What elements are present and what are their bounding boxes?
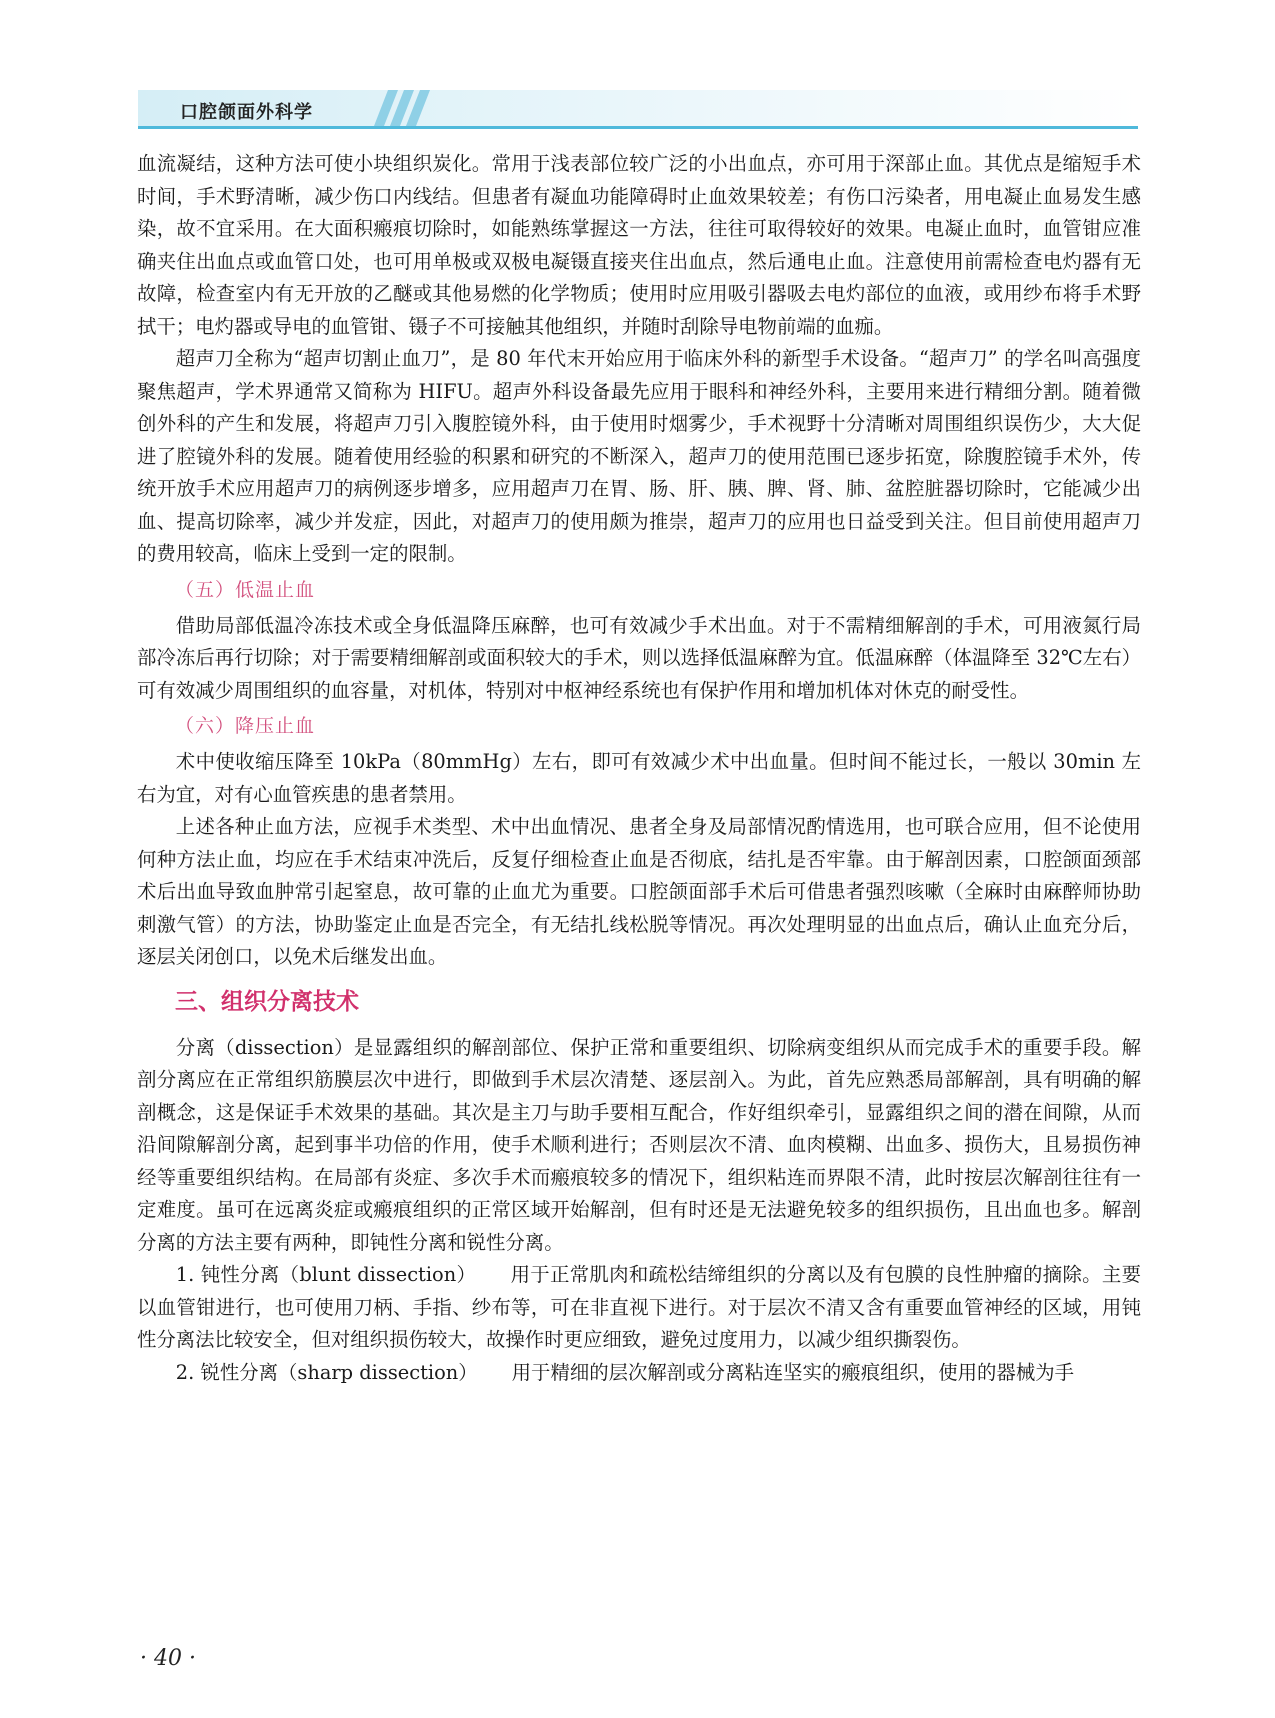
list-item-sharp-dissection xyxy=(137,1357,1141,1390)
subheading-hypotension: （六）降压止血 xyxy=(175,715,316,737)
paragraph-hypothermia: 借助局部低温冷冻技术或全身低温降压麻醉，也可有效减少手术出血。对于不需精细解剖的手术，可用液氮行局部冷冻后再行切除；对于需要精细解剖或面积较大的手术，则以选择低温麻醉为宜。低温麻醉（体温降至 32℃左右）可有效减少周围组织的血容量，对机体，特别对中枢神经系统也有保护作用和增加机体对休克的耐受性。 xyxy=(137,613,1141,702)
running-header-title: 口腔颌面外科学 xyxy=(180,102,313,123)
paragraph-hypotension: 术中使收缩压降至 10kPa（80mmHg）左右，即可有效减少术中出血量。但时间不能过长，一般以 30min 左右为宜，对有心血管疾患的患者禁用。 xyxy=(137,750,1141,806)
page-number: · 40 · xyxy=(140,1646,196,1671)
item-text-sharp: 用于精细的层次解剖或分离粘连坚实的瘢痕组织，使用的器械为手 xyxy=(511,1360,1074,1384)
item-head-blunt: 1. 钝性分离（blunt dissection） xyxy=(175,1263,477,1286)
paragraph-electrocoagulation: 血流凝结，这种方法可使小块组织炭化。常用于浅表部位较广泛的小出血点，亦可用于深部止血。其优点是缩短手术时间，手术野清晰，减少伤口内线结。但患者有凝血功能障碍时止血效果较差；有伤口污染者，用电凝止血易发生感染，故不宜采用。在大面积瘢痕切除时，如能熟练掌握这一方法，往往可取得较好的效果。电凝止血时，血管钳应准确夹住出血点或血管口处，也可用单极或双极电凝镊直接夹住出血点，然后通电止血。注意使用前需检查电灼器有无故障，检查室内有无开放的乙醚或其他易燃的化学物质；使用时应用吸引器吸去电灼部位的血液，或用纱布将手术野拭干；电灼器或导电的血管钳、镊子不可接触其他组织，并随时刮除导电物前端的血痂。 xyxy=(137,152,1141,338)
header-rule xyxy=(138,126,1138,129)
page-body xyxy=(137,148,1141,1389)
section-heading-dissection: 三、组织分离技术 xyxy=(175,988,359,1015)
paragraph-dissection: 分离（dissection）是显露组织的解剖部位、保护正常和重要组织、切除病变组织从而完成手术的重要手段。解剖分离应在正常组织筋膜层次中进行，即做到手术层次清楚、逐层剖入。为此，首先应熟悉局部解剖，具有明确的解剖概念，这是保证手术效果的基础。其次是主刀与助手要相互配合，作好组织牵引，显露组织之间的潜在间隙，从而沿间隙解剖分离，起到事半功倍的作用，使手术顺利进行；否则层次不清、血肉模糊、出血多、损伤大，且易损伤神经等重要组织结构。在局部有炎症、多次手术而瘢痕较多的情况下，组织粘连而界限不清，此时按层次解剖往往有一定难度。虽可在远离炎症或瘢痕组织的正常区域开始解剖，但有时还是无法避免较多的组织损伤，且出血也多。解剖分离的方法主要有两种，即钝性分离和锐性分离。 xyxy=(137,1035,1141,1254)
item-head-sharp: 2. 锐性分离（sharp dissection） xyxy=(175,1360,478,1384)
list-item-blunt-dissection xyxy=(137,1259,1141,1357)
subheading-hypothermia: （五）低温止血 xyxy=(175,578,316,601)
paragraph-summary: 上述各种止血方法，应视手术类型、术中出血情况、患者全身及局部情况酌情选用，也可联合应用，但不论使用何种方法止血，均应在手术结束冲洗后，反复仔细检查止血是否彻底，结扎是否牢靠。由于解剖因素，口腔颌面颈部术后出血导致血肿常引起窒息，故可靠的止血尤为重要。口腔颌面部手术后可借患者强烈咳嗽（全麻时由麻醉师协助刺激气管）的方法，协助鉴定止血是否完全，有无结扎线松脱等情况。再次处理明显的出血点后，确认止血充分后，逐层关闭创口，以免术后继发出血。 xyxy=(137,815,1141,968)
header-stripes-decoration xyxy=(360,90,430,126)
item-text-blunt: 用于正常肌肉和疏松结缔组织的分离以及有包膜的良性肿瘤的摘除。主要以血管钳进行，也可使用刀柄、手指、纱布等，可在非直视下进行。对于层次不清又含有重要血管神经的区域，用钝性分离法比较安全，但对组织损伤较大，故操作时更应细致，避免过度用力，以减少组织撕裂伤。 xyxy=(137,1263,1141,1351)
paragraph-ultrasonic-scalpel: 超声刀全称为“超声切割止血刀”，是 80 年代末开始应用于临床外科的新型手术设备。“超声刀” 的学名叫高强度聚焦超声，学术界通常又简称为 HIFU。超声外科设备最先应用于眼科和神经外科，主要用来进行精细分割。随着微创外科的产生和发展，将超声刀引入腹腔镜外科，由于使用时烟雾少，手术视野十分清晰对周围组织误伤少，大大促进了腔镜外科的发展。随着使用经验的积累和研究的不断深入，超声刀的使用范围已逐步拓宽，除腹腔镜手术外，传统开放手术应用超声刀的病例逐步增多，应用超声刀在胃、肠、肝、胰、脾、肾、肺、盆腔脏器切除时，它能减少出血、提高切除率，减少并发症，因此，对超声刀的使用颇为推崇，超声刀的应用也日益受到关注。但目前使用超声刀的费用较高，临床上受到一定的限制。 xyxy=(137,347,1141,565)
